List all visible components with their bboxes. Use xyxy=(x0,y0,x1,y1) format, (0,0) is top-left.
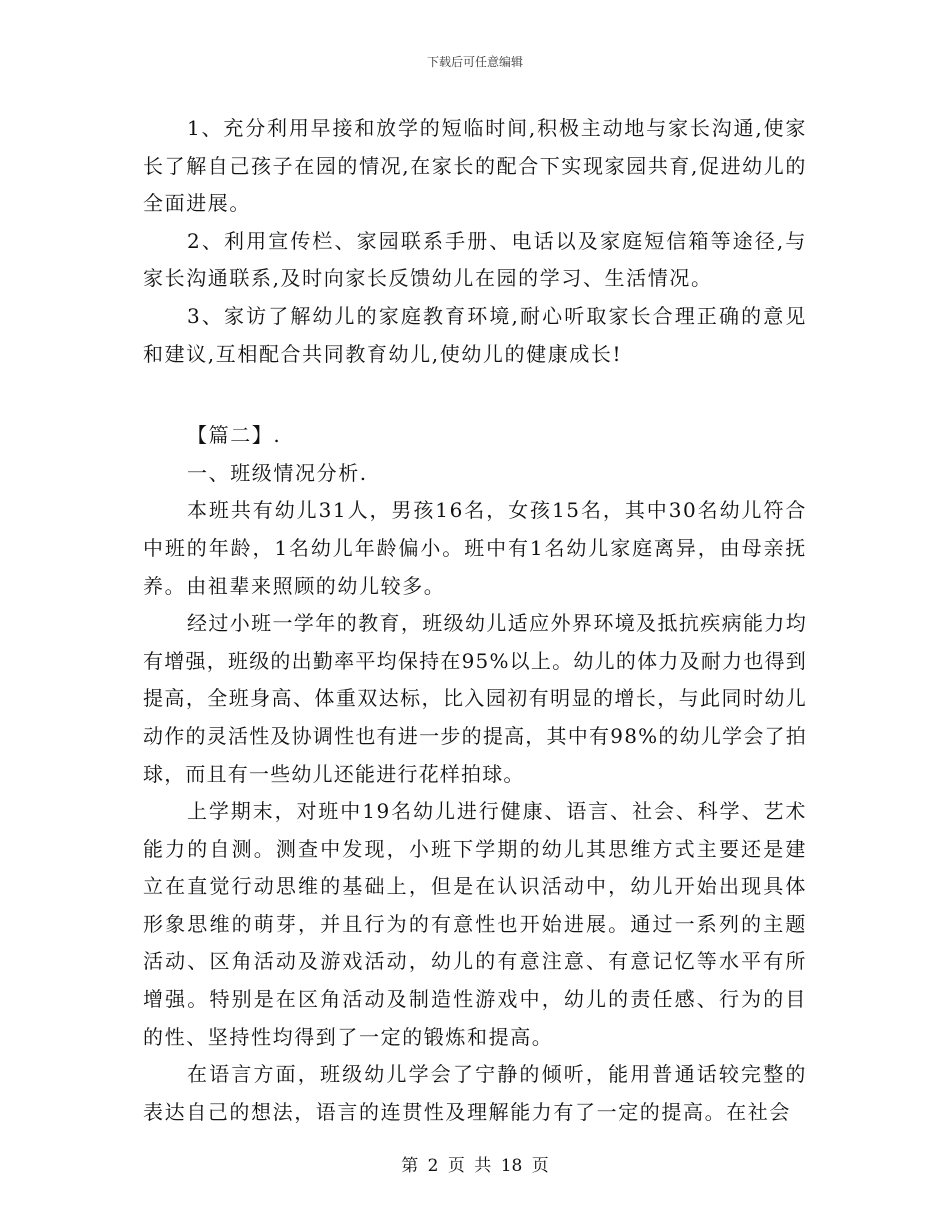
paragraph-class-size: 本班共有幼儿31人，男孩16名，女孩15名，其中30名幼儿符合中班的年龄，1名幼儿年龄偏小。班中有1名幼儿家庭离异，由母亲抚养。由祖辈来照顾的幼儿较多。 xyxy=(143,498,807,598)
section-subtitle: 一、班级情况分析. xyxy=(187,460,368,485)
section-spacer xyxy=(143,373,807,417)
paragraph-language: 在语言方面，班级幼儿学会了宁静的倾听，能用普通话较完整的表达自己的想法，语言的连贯性及理解能力有了一定的提高。在社会 xyxy=(143,1062,807,1124)
paragraph-item-1: 1、充分利用早接和放学的短临时间,积极主动地与家长沟通,使家长了解自己孩子在园的情况,在家长的配合下实现家园共育,促进幼儿的全面进展。 xyxy=(143,116,807,216)
paragraph-cognition: 上学期末，对班中19名幼儿进行健康、语言、社会、科学、艺术能力的自测。测查中发现，小班下学期的幼儿其思维方式主要还是建立在直觉行动思维的基础上，但是在认识活动中，幼儿开始出现具体形象思维的萌芽，并且行为的有意性也开始进展。通过一系列的主题活动、区角活动及游戏活动，幼儿的有意注意、有意记忆等水平有所增强。特别是在区角活动及制造性游戏中，幼儿的责任感、行为的目的性、坚持性均得到了一定的锻炼和提高。 xyxy=(143,799,807,1049)
paragraph-item-3: 3、家访了解幼儿的家庭教育环境,耐心听取家长合理正确的意见和建议,互相配合共同教育幼儿,使幼儿的健康成长! xyxy=(143,303,807,366)
section-title: 【篇二】. xyxy=(187,423,282,448)
paragraph-item-2: 2、利用宣传栏、家园联系手册、电话以及家庭短信箱等途径,与家长沟通联系,及时向家长反馈幼儿在园的学习、生活情况。 xyxy=(143,228,807,291)
document-body xyxy=(143,110,807,1131)
page-header-note: 下载后可任意编辑 xyxy=(426,55,523,69)
page-number: 第 2 页 共 18 页 xyxy=(401,1156,549,1176)
paragraph-health: 经过小班一学年的教育，班级幼儿适应外界环境及抵抗疾病能力均有增强，班级的出勤率平均保持在95%以上。幼儿的体力及耐力也得到提高，全班身高、体重双达标，比入园初有明显的增长，与此同时幼儿动作的灵活性及协调性也有进一步的提高，其中有98%的幼儿学会了拍球，而且有一些幼儿还能进行花样拍球。 xyxy=(143,611,807,786)
